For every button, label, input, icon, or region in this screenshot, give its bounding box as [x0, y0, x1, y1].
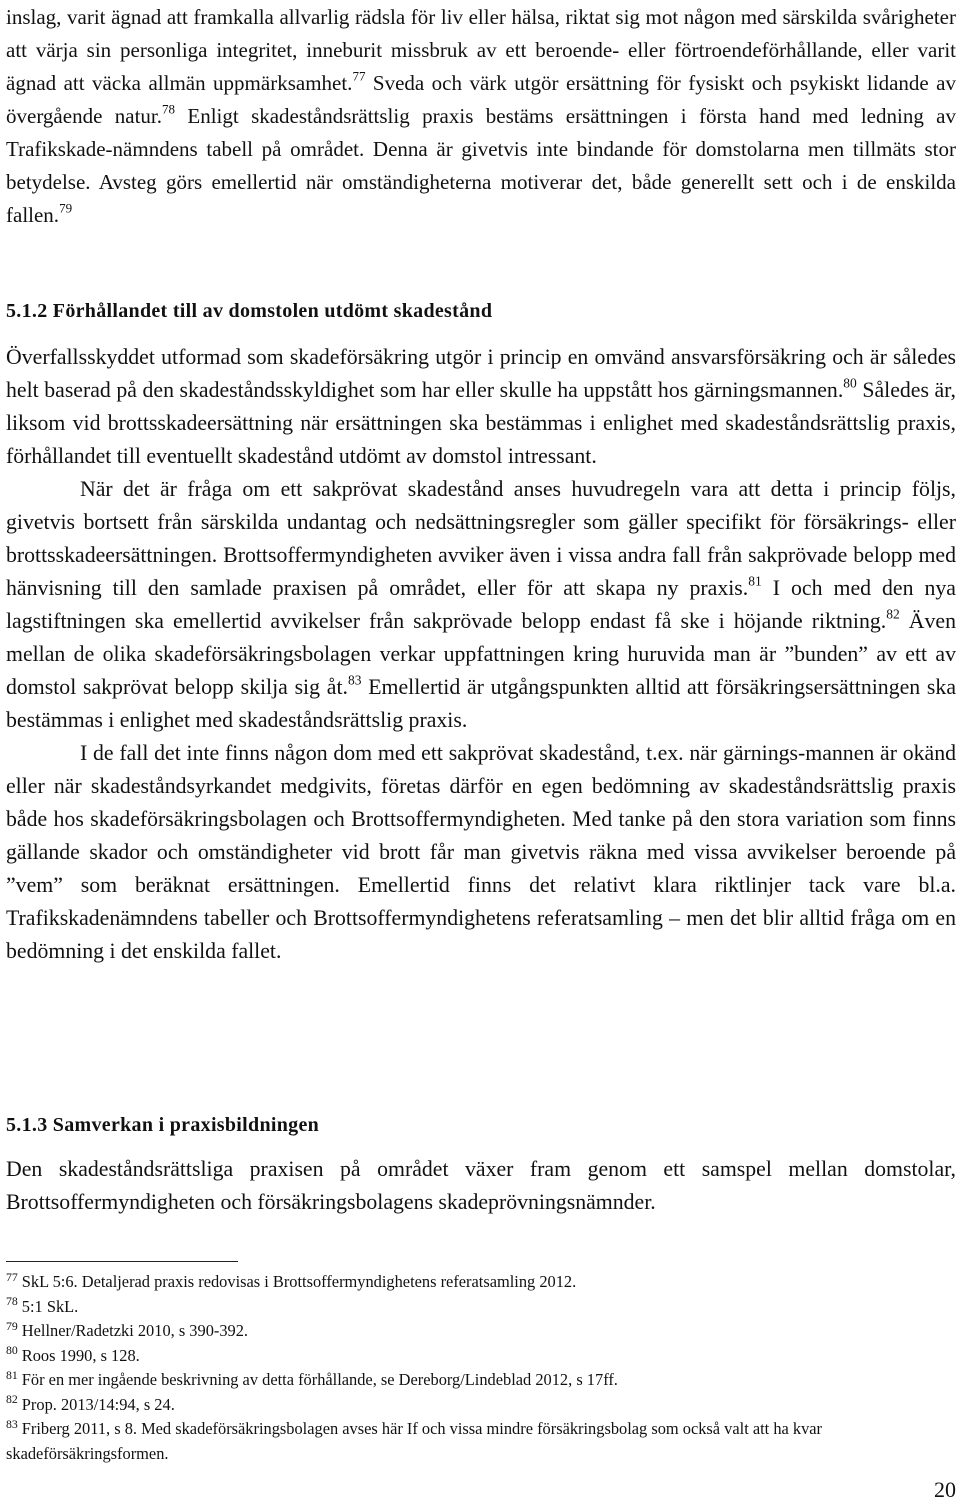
footnotes	[6, 1270, 956, 1466]
paragraph: I de fall det inte finns någon dom med ett sakprövat skadestånd, t.ex. när gärnings-mannen är okänd eller när skadeståndsyrkandet medgivits, företas därför en egen bedömning av skadeståndsrättslig praxis både hos skadeförsäkringsbolagen och Brottsoffermyndigheten. Med tanke på den stora variation som finns gällande skador och omständigheter vid brott får man givetvis räkna med vissa avvikelser beroende på ”vem” som beräknat ersättningen. Emellertid finns det relativt klara riktlinjer tack vare bl.a. Trafikskadenämndens tabeller och Brottsoffermyndighetens referatsamling – men det blir alltid fråga om en bedömning i det enskilda fallet.	[6, 741, 956, 963]
paragraph	[6, 341, 956, 473]
footnote-text: Prop. 2013/14:94, s 24.	[21, 1394, 175, 1414]
footnote-number: 83	[6, 1416, 18, 1431]
top-paragraph	[6, 0, 956, 232]
footnote-ref[interactable]: 81	[748, 573, 762, 589]
section-body-5-1-2	[6, 341, 956, 968]
footnote-divider	[6, 1261, 238, 1262]
footnote	[6, 1270, 956, 1295]
paragraph: Den skadeståndsrättsliga praxisen på området växer fram genom ett samspel mellan domstolar, Brottsoffermyndigheten och försäkringsbolagens skadeprövningsnämnder.	[6, 1157, 956, 1214]
footnote-ref[interactable]: 82	[886, 606, 900, 622]
footnote	[6, 1417, 956, 1466]
footnote-number: 77	[6, 1269, 18, 1284]
footnote-ref[interactable]: 79	[59, 200, 73, 216]
text-segment: När det är fråga om ett sakprövat skadestånd anses huvudregeln vara att detta i princip följs, givetvis bortsett från särskilda undantag och nedsättningsregler som gäller specifikt för försäkrings- eller brottsskadeersättningen. Brottsoffermyndigheten avviker även i vissa andra fall från sakprövade belopp med hänvisning till den samlade praxisen på området, eller för att skapa ny praxis.	[6, 477, 956, 600]
section-heading-5-1-2: 5.1.2 Förhållandet till av domstolen utdömt skadestånd	[6, 300, 493, 322]
footnote-number: 80	[6, 1343, 18, 1358]
page-number: 20	[934, 1477, 956, 1502]
footnote-number: 79	[6, 1318, 18, 1333]
text-segment: Överfallsskyddet utformad som skadeförsäkring utgör i princip en omvänd ansvarsförsäkring och är således helt baserad på den skadeståndsskyldighet som har eller skulle ha uppstått hos gärningsmannen.	[6, 345, 956, 402]
section-heading-5-1-3: 5.1.3 Samverkan i praxisbildningen	[6, 1114, 320, 1136]
document-page	[6, 0, 956, 1502]
text-segment: Sveda och värk utgör ersättning för fysiskt och psykiskt lidande av övergående natur.	[6, 71, 956, 128]
footnote-text: Roos 1990, s 128.	[21, 1345, 140, 1365]
footnote-text: För en mer ingående beskrivning av detta förhållande, se Dereborg/Lindeblad 2012, s 17ff.	[21, 1370, 618, 1389]
footnote	[6, 1368, 956, 1393]
section-body-5-1-3	[6, 1153, 956, 1219]
text-segment: Emellertid är utgångspunkten alltid att försäkringsersättningen ska bestämmas i enlighet med skadeståndsrättslig praxis.	[6, 675, 956, 732]
text-segment: Således är, liksom vid brottsskadeersättning när ersättningen ska bestämmas i enlighet med skadeståndsrättslig praxis, förhållandet till eventuellt skadestånd utdömt av domstol intressant.	[6, 378, 956, 468]
footnote-number: 81	[6, 1367, 18, 1382]
text-segment: inslag, varit ägnad att framkalla allvarlig rädsla för liv eller hälsa, riktat sig mot någon med särskilda svårigheter att värja sin personliga integritet, inneburit missbruk av ett beroende- eller förtroendeförhållande, eller varit ägnad att väcka allmän uppmärksamhet.	[6, 5, 956, 95]
footnote	[6, 1344, 956, 1369]
footnote-text: Hellner/Radetzki 2010, s 390-392.	[21, 1321, 249, 1340]
footnote-text: SkL 5:6. Detaljerad praxis redovisas i Brottsoffermyndighetens referatsamling 2012.	[21, 1272, 577, 1291]
footnote	[6, 1393, 956, 1418]
footnote-ref[interactable]: 77	[352, 68, 366, 84]
footnote-ref[interactable]: 83	[347, 672, 362, 688]
footnote-text: Friberg 2011, s 8. Med skadeförsäkringsbolagen avses här If och vissa mindre försäkringsbolag som också valt att ha kvar skadeförsäkringsformen.	[6, 1419, 823, 1463]
footnote-text: 5:1 SkL.	[21, 1296, 79, 1316]
footnote	[6, 1295, 956, 1320]
footnote-number: 82	[6, 1392, 18, 1407]
text-segment: I och med den nya lagstiftningen ska emellertid avvikelser från sakprövade belopp endast få ske i höjande riktning.	[6, 576, 956, 633]
footnote-number: 78	[6, 1294, 18, 1309]
footnote	[6, 1319, 956, 1344]
footnote-ref[interactable]: 78	[162, 101, 176, 117]
text-segment: Enligt skadeståndsrättslig praxis bestäms ersättningen i första hand med ledning av Trafikskade-nämndens tabell på området. Denna är givetvis inte bindande för domstolarna men tillmäts stor betydelse. Avsteg görs emellertid när omständigheterna motiverar det, både generellt sett och i de enskilda fallen.	[6, 104, 956, 227]
footnote-ref[interactable]: 80	[843, 375, 857, 391]
text-segment: Även mellan de olika skadeförsäkringsbolagen verkar uppfattningen kring huruvida man är ”bunden” av ett av domstol sakprövat belopp skilja sig åt.	[6, 609, 956, 699]
paragraph	[6, 473, 956, 737]
